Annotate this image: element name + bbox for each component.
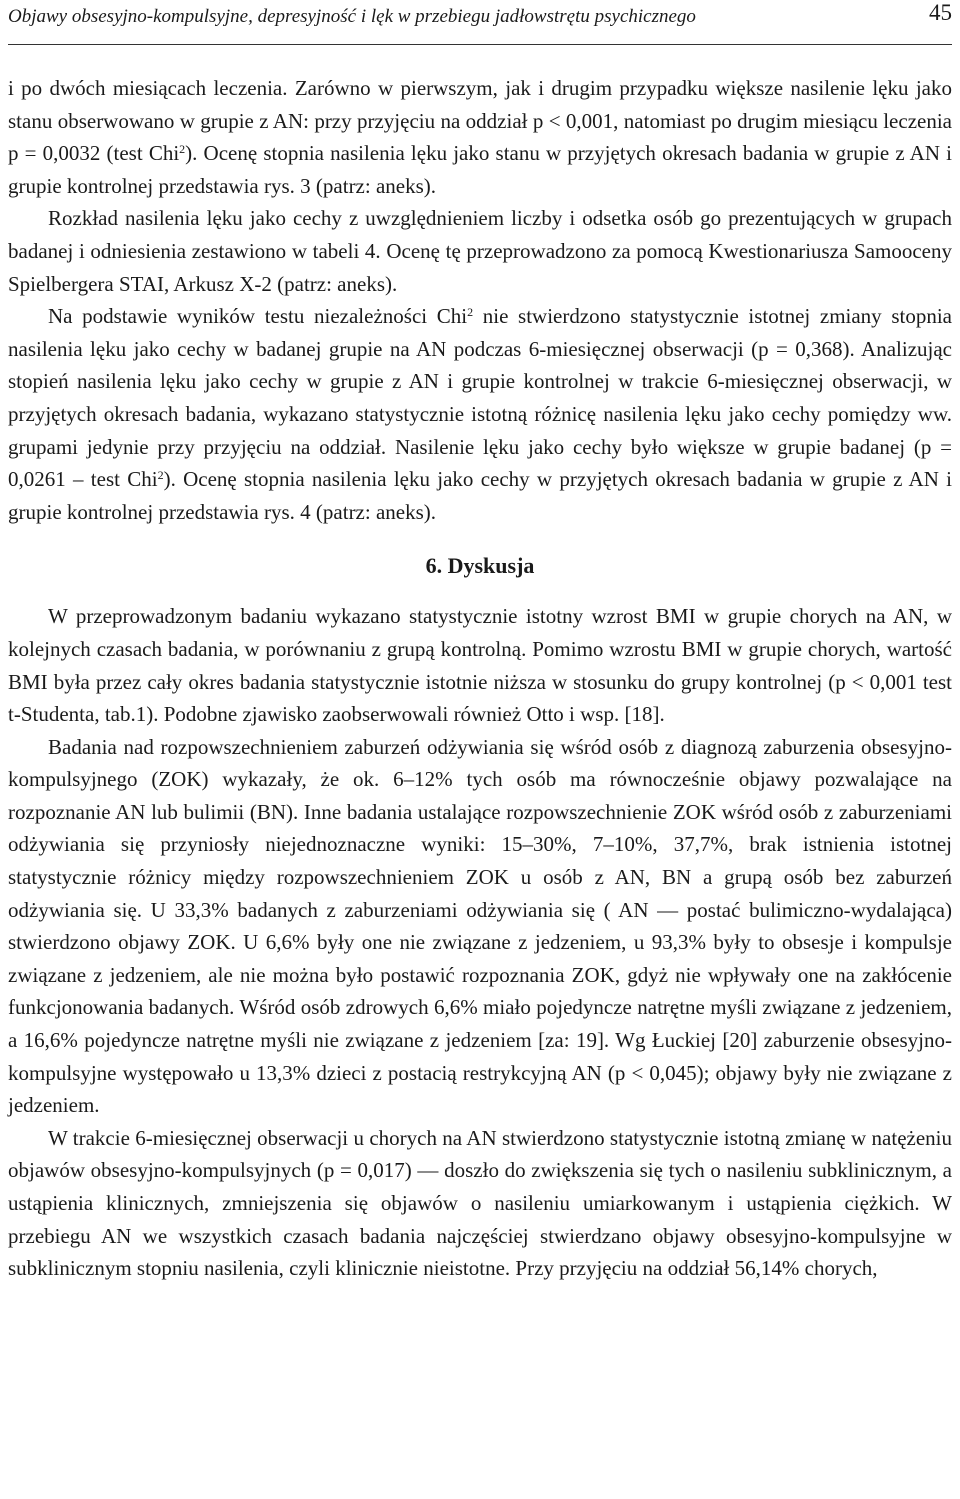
paragraph-chi-square-results xyxy=(8,300,952,528)
paragraph-text: W trakcie 6-miesięcznej obserwacji u chorych na AN stwierdzono statystycznie istotną zmianę w natężeniu objawów obsesyjno-kompulsyjnych (p = 0,017) — doszło do zwiększenia się tych o nasileniu subklinicznym, a ustąpienia klinicznych, zmniejszenia się objawów o nasileniu umiarkowanym i ustąpienia ciężkich. W przebiegu AN we wszystkich czasach badania najczęściej stwierdzano objawy obsesyjno-kompulsyjne w subklinicznym stopniu nasilenia, czyli klinicznie nieistotne. Przy przyjęciu na oddział 56,14% chorych, xyxy=(8,1125,952,1281)
body-text xyxy=(8,72,952,1285)
paragraph-text: Badania nad rozpowszechnieniem zaburzeń odżywiania się wśród osób z diagnozą zaburzenia obsesyjno-kompulsyjnego (ZOK) wykazały, że ok. 6–12% tych osób ma równocześnie objawy pozwalające na rozpoznanie AN lub bulimii (BN). Inne badania ustalające rozpowszechnienie ZOK wśród osób z zaburzeniami odżywiania się przyniosły niejednoznaczne wyniki: 15–30%, 7–10%, 37,7%, brak istnienia istotnej statystycznie różnicy między rozpowszechnieniem ZOK u osób z AN, BN a grupą osób bez zaburzeń odżywiania się. U 33,3% badanych z zaburzeniami odżywiania się ( AN — postać bulimiczno-wydalająca) stwierdzono objawy ZOK. U 6,6% były one nie związane z jedzeniem, u 93,3% były to obsesje i kompulsje związane z jedzeniem, ale nie można było postawić rozpoznania ZOK, gdyż nie wpływały one na zakłócenie funkcjonowania badanych. Wśród osób zdrowych 6,6% miało pojedyncze natrętne myśli związane z jedzeniem, a 16,6% pojedyncze natrętne myśli nie związane z jedzeniem [za: 19]. Wg Łuckiej [20] zaburzenie obsesyjno-kompulsyjne występowało u 13,3% dzieci z postacią restrykcyjną AN (p < 0,045); objawy były nie związane z jedzeniem. xyxy=(8,734,952,1118)
superscript: 2 xyxy=(467,305,474,320)
paragraph-bmi xyxy=(8,600,952,730)
paragraph-text: nie stwierdzono statystycznie istotnej zmiany stopnia nasilenia lęku jako cechy w badanej grupie na AN podczas 6-miesięcznej obserwacji (p = 0,368). Analizując stopień nasilenia lęku jako cechy w grupie z AN i grupie kontrolnej w trakcie 6-miesięcznej obserwacji, w przyjętych okresach badania, wykazano statystycznie istotną różnicę nasilenia lęku jako cechy pomiędzy ww. grupami jedynie przy przyjęciu na oddział. Nasilenie lęku jako cechy było większe w grupie badanej (p = 0,0261 – test Chi xyxy=(8,304,952,492)
paragraph-text: i po dwóch miesiącach leczenia. Zarówno w pierwszym, jak i drugim przypadku większe nasilenie lęku jako stanu obserwowano w grupie z AN: przy przyjęciu na oddział p < 0,001, natomiast po drugim miesiącu leczenia p = 0,0032 (test Chi xyxy=(8,76,952,166)
paragraph-anxiety-trait-distribution xyxy=(8,202,952,300)
paragraph-text: ). Ocenę stopnia nasilenia lęku jako cechy w przyjętych okresach badania w grupie z AN i grupie kontrolnej przedstawia rys. 4 (patrz: aneks). xyxy=(8,467,952,524)
paragraph-ocd-observation xyxy=(8,1122,952,1285)
superscript: 2 xyxy=(157,468,164,483)
paragraph-text: Rozkład nasilenia lęku jako cechy z uwzględnieniem liczby i odsetka osób go prezentujących w grupach badanej i odniesienia zestawiono w tabeli 4. Ocenę tę przeprowadzono za pomocą Kwestionariusza Samooceny Spielbergera STAI, Arkusz X-2 (patrz: aneks). xyxy=(8,206,952,296)
section-heading-discussion: 6. Dyskusja xyxy=(425,553,535,579)
running-title: Objawy obsesyjno-kompulsyjne, depresyjność i lęk w przebiegu jadłowstrętu psychicznego xyxy=(8,6,696,27)
running-header xyxy=(8,0,952,44)
paragraph-text: W przeprowadzonym badaniu wykazano statystycznie istotny wzrost BMI w grupie chorych na AN, w kolejnych czasach badania, w porównaniu z grupą kontrolną. Pomimo wzrostu BMI w grupie chorych, wartość BMI była przez cały okres badania statystycznie istotnie niższa w stosunku do grupy kontrolnej (p < 0,001 test t-Studenta, tab.1). Podobne zjawisko zaobserwowali również Otto i wsp. [18]. xyxy=(8,604,952,727)
paragraph-text: ). Ocenę stopnia nasilenia lęku jako stanu w przyjętych okresach badania w grupie z AN i grupie kontrolnej przedstawia rys. 3 (patrz: aneks). xyxy=(8,141,952,198)
superscript: 2 xyxy=(179,142,186,157)
paragraph-anxiety-state-continued xyxy=(8,72,952,202)
paragraph-text: Na podstawie wyników testu niezależności Chi xyxy=(48,304,468,329)
page-number: 45 xyxy=(929,0,952,25)
header-divider xyxy=(8,44,952,45)
paragraph-ocd-prevalence xyxy=(8,731,952,1122)
